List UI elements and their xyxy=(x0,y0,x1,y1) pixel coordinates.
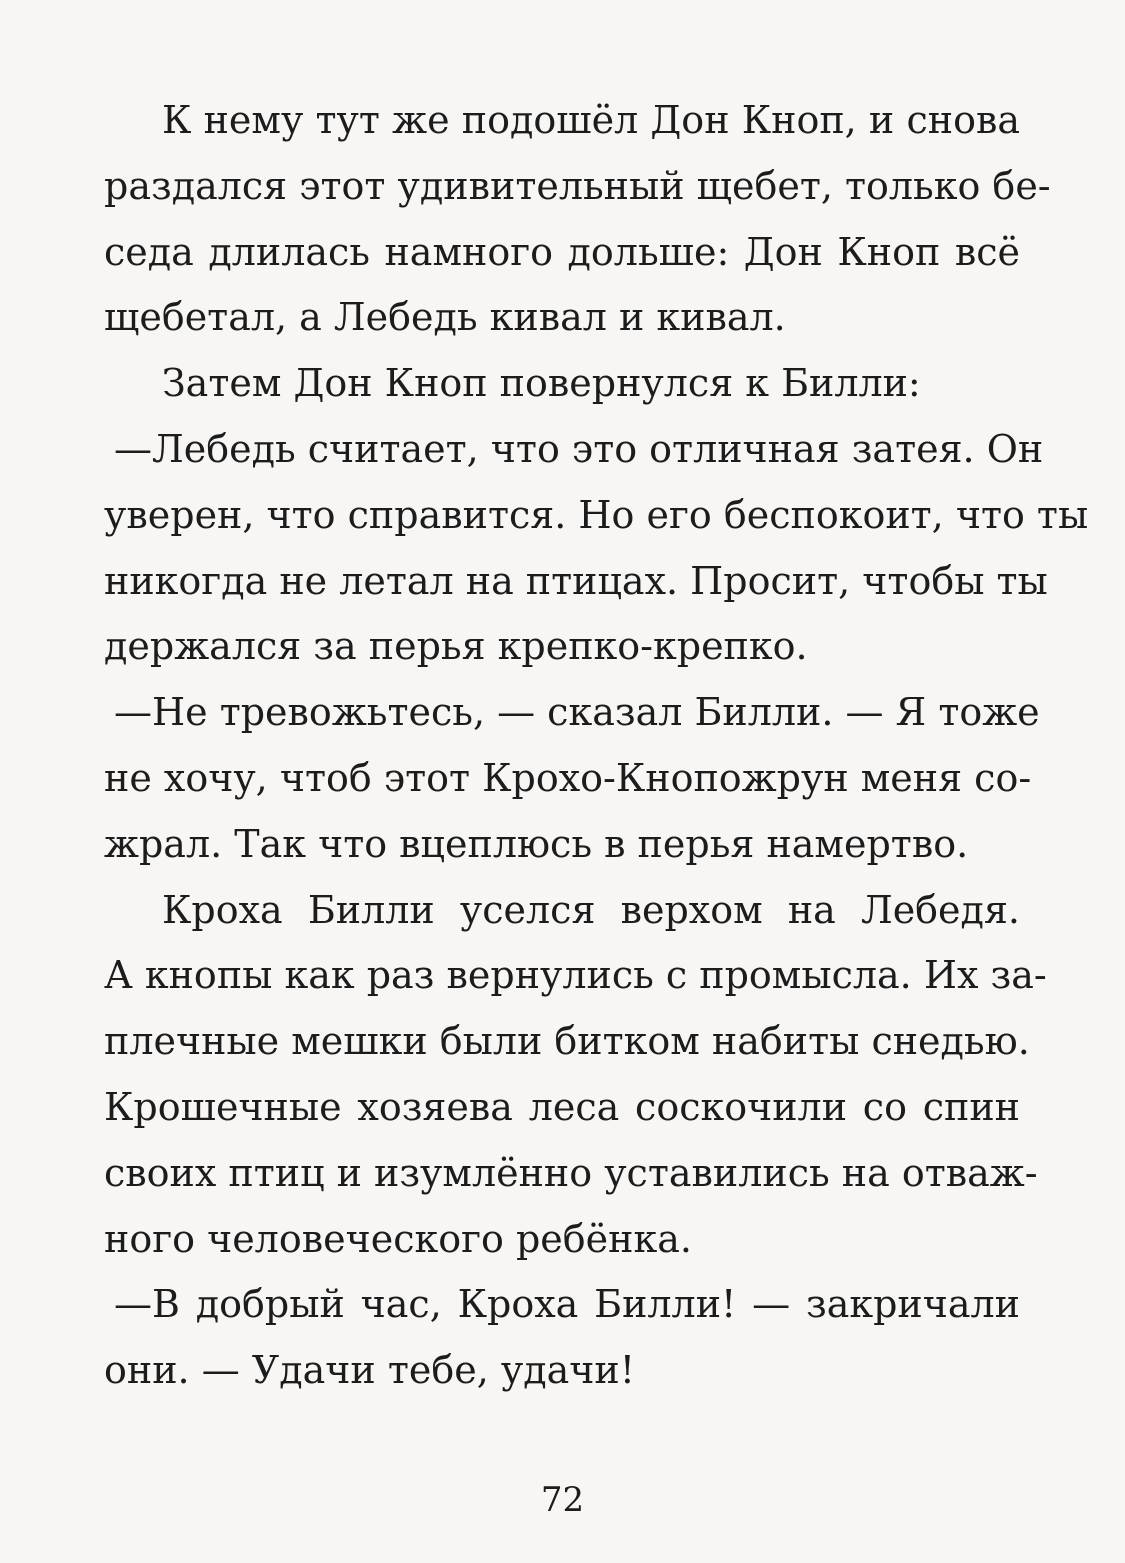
text-line: раздался этот удивительный щебет, только бе- xyxy=(104,163,1051,208)
text-line: —В добрый час, Кроха Билли! — закричали xyxy=(114,1282,1020,1327)
text-line: Кроха Билли уселся верхом на Лебедя. xyxy=(162,887,1020,932)
text-line: Крошечные хозяева леса соскочили со спин xyxy=(104,1084,1020,1129)
text-line: плечные мешки были битком набиты снедью. xyxy=(104,1019,1030,1064)
text-line: уверен, что справится. Но его беспокоит, что ты xyxy=(104,492,1089,537)
text-line: жрал. Так что вцеплюсь в перья намертво. xyxy=(104,821,969,866)
text-line: К нему тут же подошёл Дон Кноп, и снова xyxy=(162,98,1020,142)
text-line: они. — Удачи тебе, удачи! xyxy=(104,1348,635,1393)
text-line: ного человеческого ребёнка. xyxy=(104,1216,692,1261)
text-line: —Лебедь считает, что это отличная затея. Он xyxy=(114,426,1044,471)
text-line: Затем Дон Кноп повернулся к Билли: xyxy=(162,361,921,406)
text-line: —Не тревожьтесь, — сказал Билли. — Я тоже xyxy=(114,690,1040,735)
text-line: никогда не летал на птицах. Просит, чтобы ты xyxy=(104,558,1048,603)
text-line: седа длилась намного дольше: Дон Кноп всё xyxy=(104,229,1020,274)
text-line: своих птиц и изумлённо уставились на отваж- xyxy=(104,1150,1038,1195)
text-line: держался за перья крепко-крепко. xyxy=(104,624,808,669)
text-line: не хочу, чтоб этот Крохо-Кнопожрун меня со- xyxy=(104,755,1032,800)
page-number: 72 xyxy=(540,1480,585,1520)
text-line: А кнопы как раз вернулись с промысла. Их за- xyxy=(104,953,1047,998)
text-line: щебетал, а Лебедь кивал и кивал. xyxy=(104,295,786,340)
text-body xyxy=(104,88,1089,1404)
